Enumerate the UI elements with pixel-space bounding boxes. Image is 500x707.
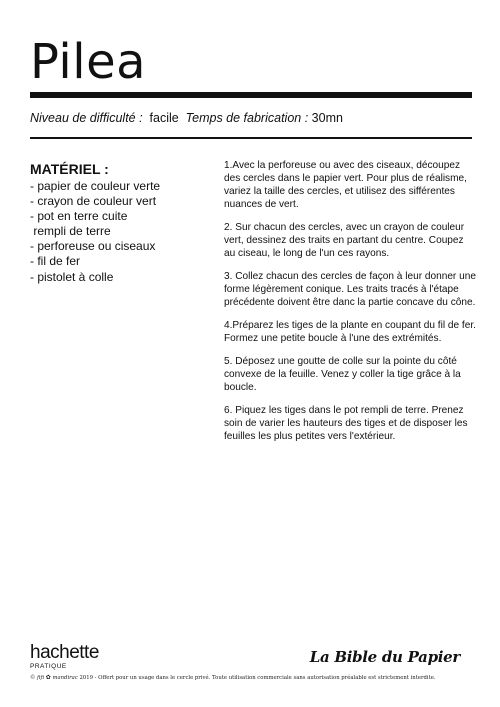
difficulty-value: facile (149, 111, 179, 125)
legal-text: 2019 - Offert pour un usage dans le cercle privé. Toute utilisation commerciale sans autorisation préalable est strictement interdite. (79, 675, 436, 681)
materials-item: - pistolet à colle (30, 269, 114, 284)
instruction-step: 5. Déposez une goutte de colle sur la pointe du côté convexe de la feuille. Venez y coller la tige grâce à la boucle. (224, 356, 461, 393)
footer-legal (30, 674, 480, 682)
publisher-name: hachette (30, 642, 99, 663)
time-value: 30mn (311, 111, 343, 125)
materials-item: - perforeuse ou ciseaux (30, 239, 156, 254)
instruction-step: 3. Collez chacun des cercles de façon à leur donner une forme légèrement conique. Les traits tracés à l'étape précédente doivent être danc la partie concave du cône. (224, 271, 476, 308)
materials-item: - pot en terre cuite (30, 209, 128, 224)
flower-icon: ✿ (45, 674, 51, 681)
instruction-step: 6. Piquez les tiges dans le pot rempli de terre. Prenez soin de varier les hauteurs des tiges et de disposer les feuilles les plus petites vers l'extérieur. (224, 405, 468, 442)
instruction-step: 1.Avec la perforeuse ou avec des ciseaux, découpez des cercles dans le papier vert. Pour plus de réalisme, variez la taille des cercles, et utilisez des sifférentes nuances de vert. (224, 160, 467, 210)
materials-item: - crayon de couleur vert (30, 194, 157, 209)
materials-item: - fil de fer (30, 254, 81, 269)
difficulty-label: Niveau de difficulté : (30, 111, 143, 125)
publisher-logo (30, 643, 99, 671)
meta-rule (30, 137, 472, 139)
materials-item: - papier de couleur verte (30, 179, 161, 193)
instructions (224, 159, 476, 453)
title-rule (30, 92, 472, 98)
materials-heading: MATÉRIEL : (30, 161, 109, 177)
publisher-sub: PRATIQUE (30, 663, 67, 670)
signature-mandirac: mandirac (52, 675, 78, 681)
instruction-step: 4.Préparez les tiges de la plante en coupant du fil de fer. Formez une petite boucle à l'une des extrémités. (224, 320, 476, 344)
bible-du-papier-logo: La Bible du Papier (309, 648, 460, 666)
recipe-meta (30, 110, 343, 126)
instruction-step: 2. Sur chacun des cercles, avec un crayon de couleur vert, dessinez des traits en partant du centre. Coupez au ciseau, le long de l'un ces rayons. (224, 222, 465, 259)
copyright-symbol: © (30, 675, 36, 681)
time-label: Temps de fabrication : (185, 111, 309, 125)
signature-fifi: fifi (36, 675, 45, 681)
page-title: Pilea (30, 34, 147, 90)
materials-item: rempli de terre (30, 224, 111, 239)
materials-list (30, 179, 160, 285)
